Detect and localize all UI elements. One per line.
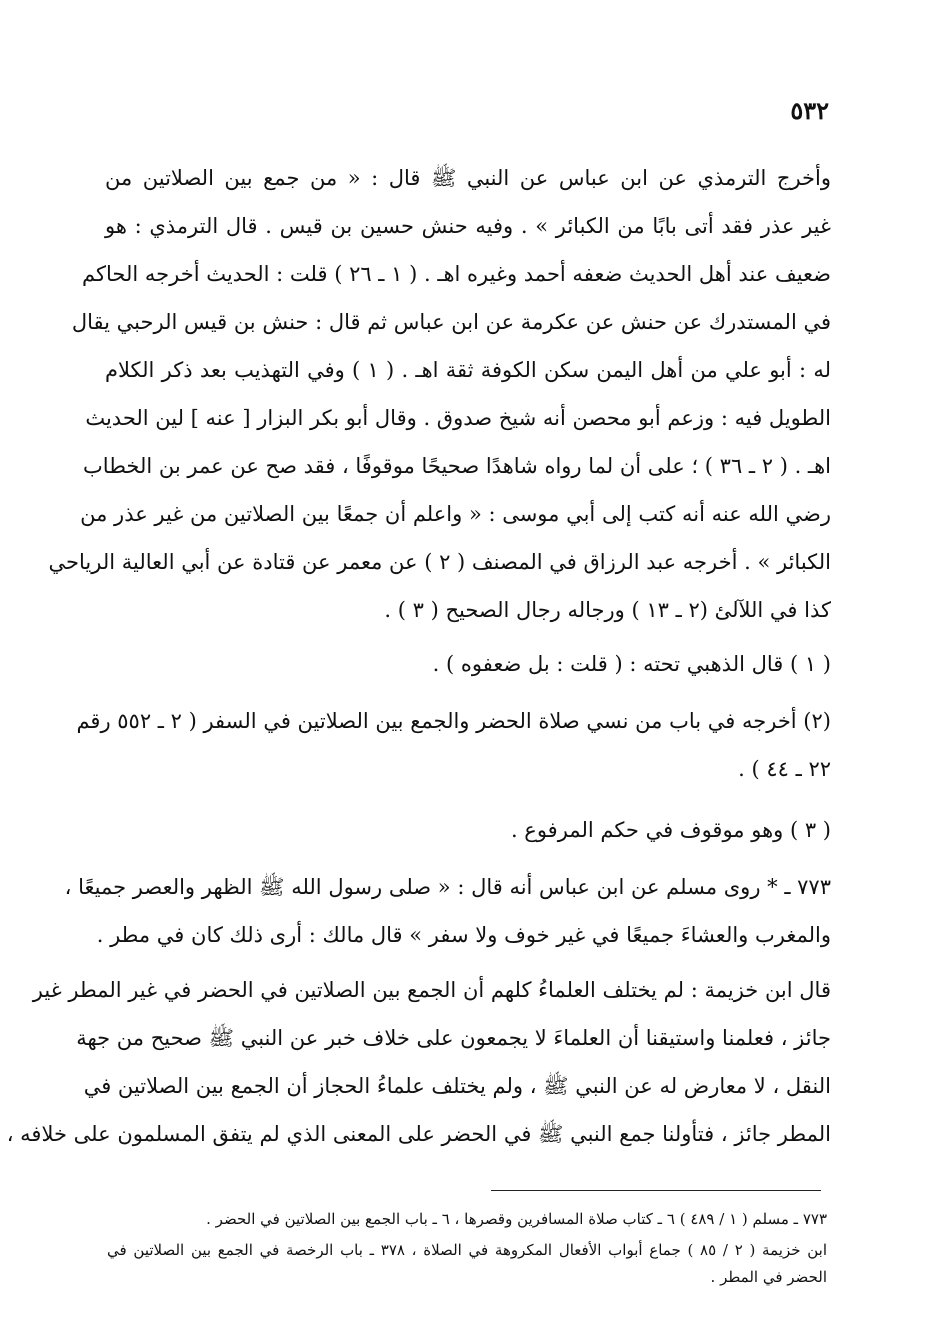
text-line: غير عذر فقد أتى بابًا من الكبائر » . وفيه حنش حسين بن قيس . قال الترمذي : هو (105, 214, 831, 238)
text-line: ٧٧٣ ـ * روى مسلم عن ابن عباس أنه قال : « صلى رسول الله ﷺ الظهر والعصر جميعًا ، (64, 875, 831, 899)
reference-muslim (107, 1206, 827, 1233)
footnote-line: (٢) أخرجه في باب من نسي صلاة الحضر والجمع بين الصلاتين في السفر ( ٢ ـ ٥٥٢ رقم (76, 709, 831, 733)
text-line: رضي الله عنه أنه كتب إلى أبي موسى : « واعلم أن جمعًا بين الصلاتين من غير عذر من (80, 502, 831, 526)
reference-line: الحضر في المطر . (710, 1268, 827, 1286)
reference-line: ٧٧٣ ـ مسلم ( ١ / ٤٨٩ ) ٦ ـ كتاب صلاة المسافرين وقصرها ، ٦ ـ باب الجمع بين الصلاتين في الحضر . (206, 1210, 827, 1228)
text-line: قال ابن خزيمة : لم يختلف العلماءُ كلهم أن الجمع بين الصلاتين في الحضر في غير المطر غير (32, 978, 831, 1002)
text-line: وأخرج الترمذي عن ابن عباس عن النبي ﷺ قال : « من جمع بين الصلاتين من (105, 166, 831, 190)
text-line: الكبائر » . أخرجه عبد الرزاق في المصنف ( ٢ ) عن معمر عن قتادة عن أبي العالية الرياحي (48, 550, 831, 574)
text-line: له : أبو علي من أهل اليمن سكن الكوفة ثقة اهـ . ( ١ ) وفي التهذيب بعد ذكر الكلام (105, 358, 831, 382)
text-line: في المستدرك عن حنش عن عكرمة عن ابن عباس ثم قال : حنش بن قيس الرحبي يقال (71, 310, 831, 334)
footnote-2 (76, 697, 831, 793)
footnote-divider (491, 1190, 821, 1191)
paragraph-tirmidhi (48, 154, 831, 634)
footnote-line: ( ١ ) قال الذهبي تحته : ( قلت : بل ضعفوه ) . (432, 652, 831, 676)
footnote-3 (105, 806, 831, 854)
page-number: ٥٣٢ (790, 96, 829, 125)
footnote-line: ( ٣ ) وهو موقوف في حكم المرفوع . (510, 818, 831, 842)
text-line: المطر جائز ، فتأولنا جمع النبي ﷺ في الحضر على المعنى الذي لم يتفق المسلمون على خلافه ، (6, 1122, 831, 1146)
footnote-line: ٢٢ ـ ٤٤ ) . (738, 757, 831, 781)
hadith-773 (64, 863, 831, 959)
text-line: اهـ . ( ٢ ـ ٣٦ ) ؛ على أن لما رواه شاهدًا صحيحًا موقوفًا ، فقد صح عن عمر بن الخطاب (83, 454, 831, 478)
footnote-1 (105, 640, 831, 688)
text-line: النقل ، لا معارض له عن النبي ﷺ ، ولم يختلف علماءُ الحجاز أن الجمع بين الصلاتين في (83, 1074, 831, 1098)
text-line: الطويل فيه : وزعم أبو محصن أنه شيخ صدوق . وقال أبو بكر البزار [ عنه ] لين الحديث (85, 406, 831, 430)
reference-line: ابن خزيمة ( ٢ / ٨٥ ) جماع أبواب الأفعال المكروهة في الصلاة ، ٣٧٨ ـ باب الرخصة في الجمع بين الصلاتين في (107, 1241, 827, 1259)
text-line: كذا في اللآلئ (٢ ـ ١٣ ) ورجاله رجال الصحيح ( ٣ ) . (384, 598, 831, 622)
text-line: والمغرب والعشاءَ جميعًا في غير خوف ولا سفر » قال مالك : أرى ذلك كان في مطر . (96, 923, 831, 947)
text-line: ضعيف عند أهل الحديث ضعفه أحمد وغيره اهـ . ( ١ ـ ٢٦ ) قلت : الحديث أخرجه الحاكم (82, 262, 831, 286)
text-line: جائز ، فعلمنا واستيقنا أن العلماءَ لا يجمعون على خلاف خبر عن النبي ﷺ صحيح من جهة (76, 1026, 831, 1050)
paragraph-ibn-khuzaymah (6, 966, 831, 1158)
reference-ibn-khuzaymah (107, 1237, 827, 1291)
